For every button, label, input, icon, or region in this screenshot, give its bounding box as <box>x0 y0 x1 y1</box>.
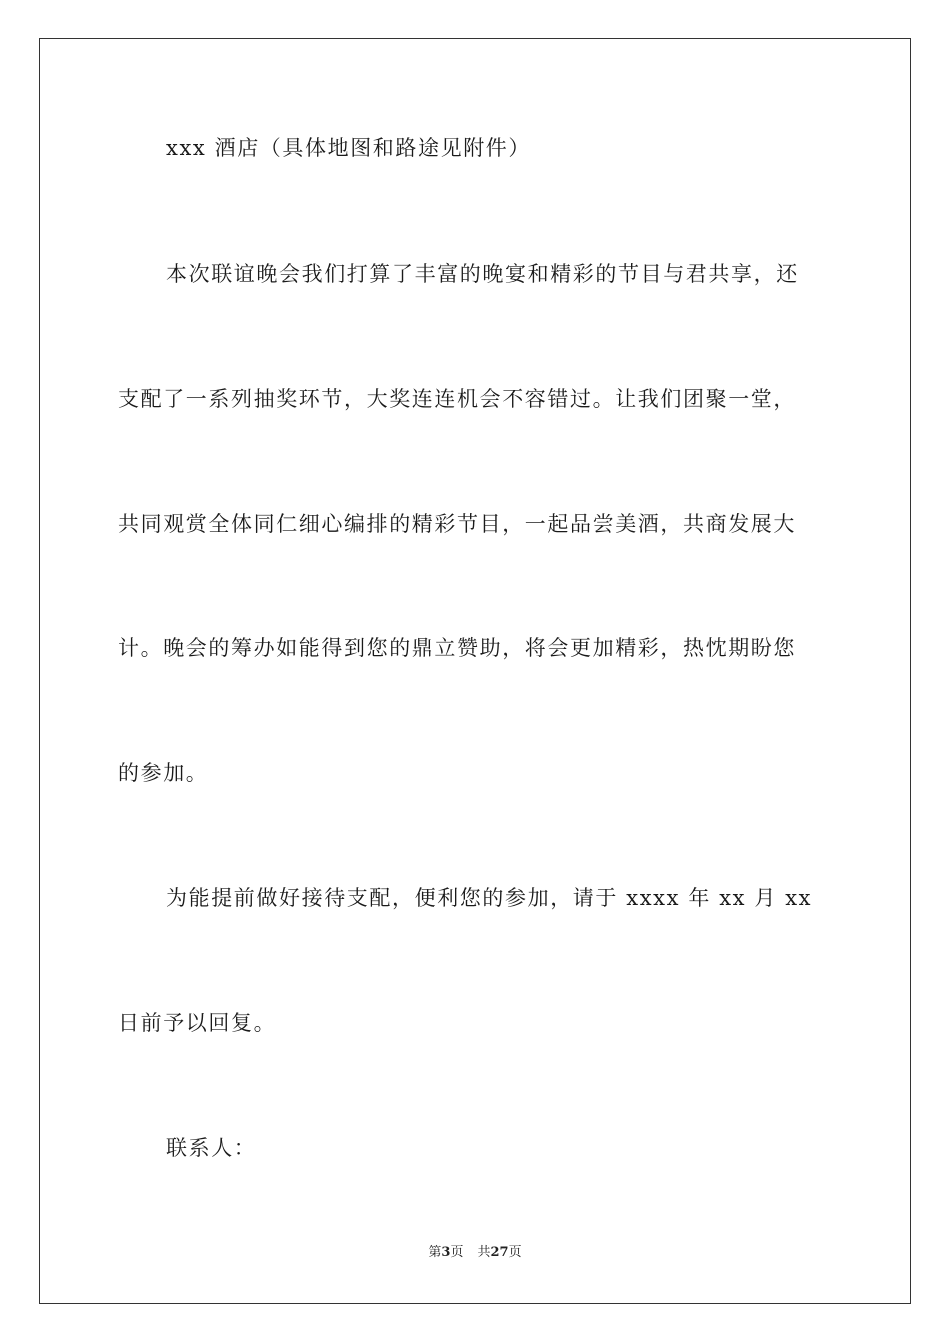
paragraph-1-line-4: 计。晚会的筹办如能得到您的鼎立赞助，将会更加精彩，热忱期盼您 <box>118 636 796 660</box>
paragraph-2-line-1: 为能提前做好接待支配，便利您的参加，请于 xxxx 年 xx 月 xx <box>166 886 813 910</box>
contact-label: 联系人： <box>166 1136 257 1160</box>
footer-total-suffix: 页 <box>508 1245 522 1260</box>
footer-page-prefix: 第 <box>428 1245 442 1260</box>
paragraph-1-line-3: 共同观赏全体同仁细心编排的精彩节目，一起品尝美酒，共商发展大 <box>118 512 796 536</box>
footer-total-pages: 27 <box>490 1245 509 1260</box>
page-frame <box>39 38 911 1304</box>
footer-total-prefix: 共 <box>477 1245 491 1260</box>
paragraph-1-line-1: 本次联谊晚会我们打算了丰富的晚宴和精彩的节目与君共享，还 <box>166 262 799 286</box>
page-footer <box>0 1244 950 1262</box>
paragraph-2-line-2: 日前予以回复。 <box>118 1011 277 1035</box>
footer-page-suffix: 页 <box>450 1245 464 1260</box>
footer-page-number: 3 <box>441 1245 451 1260</box>
paragraph-1-line-5: 的参加。 <box>118 761 209 785</box>
venue-line: xxx 酒店（具体地图和路途见附件） <box>166 136 532 160</box>
paragraph-1-line-2: 支配了一系列抽奖环节，大奖连连机会不容错过。让我们团聚一堂， <box>118 387 796 411</box>
